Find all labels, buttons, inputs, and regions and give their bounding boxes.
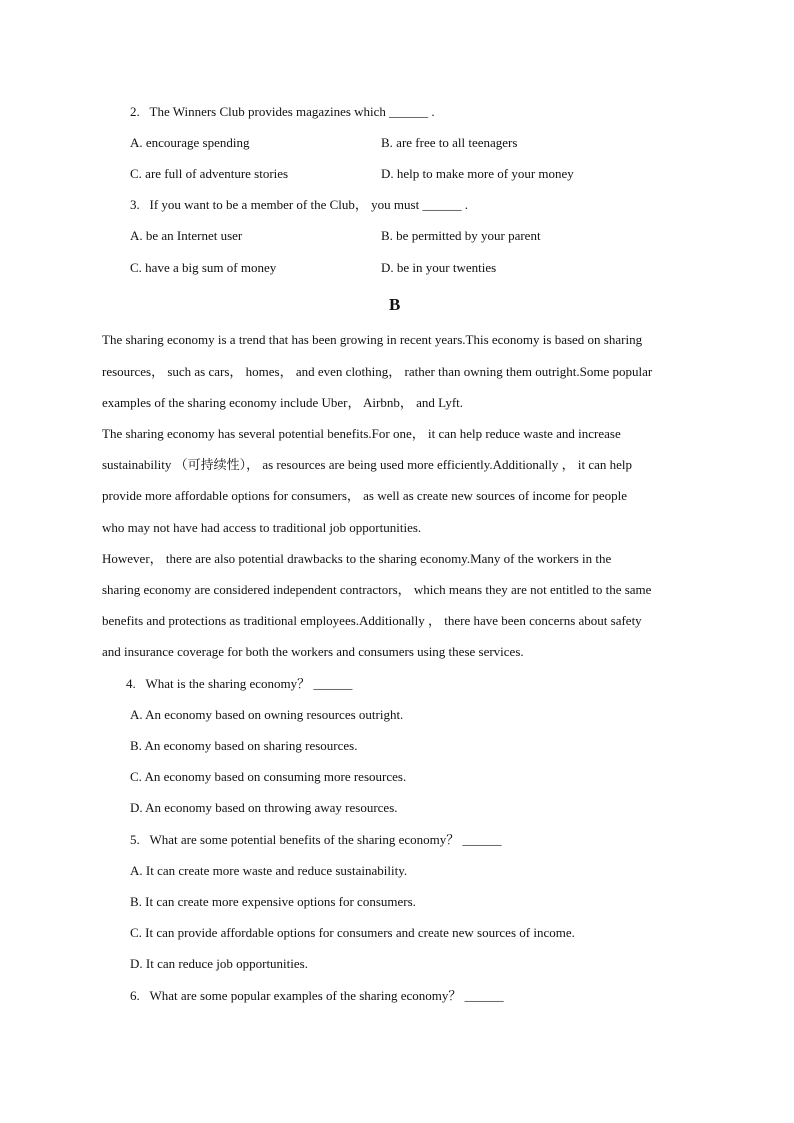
question-3-option-b: B. be permitted by your parent xyxy=(381,228,541,243)
question-4-stem: 4. What is the sharing economy？ ______ xyxy=(126,676,353,691)
passage-line: and insurance coverage for both the workers and consumers using these services. xyxy=(102,644,524,659)
passage-line: However， there are also potential drawbacks to the sharing economy.Many of the workers in the xyxy=(102,551,612,566)
passage-line: sharing economy are considered independent contractors， which means they are not entitled to the same xyxy=(102,582,652,597)
question-2-option-a: A. encourage spending xyxy=(130,135,250,150)
question-5-option-b: B. It can create more expensive options for consumers. xyxy=(130,894,416,909)
section-title: B xyxy=(389,295,401,314)
passage-line: provide more affordable options for consumers， as well as create new sources of income for people xyxy=(102,488,627,503)
passage-line: who may not have had access to traditional job opportunities. xyxy=(102,520,422,535)
question-3-option-a: A. be an Internet user xyxy=(130,228,243,243)
question-2-option-b: B. are free to all teenagers xyxy=(381,135,518,150)
question-5-option-c: C. It can provide affordable options for consumers and create new sources of income. xyxy=(130,925,575,940)
question-5-option-d: D. It can reduce job opportunities. xyxy=(130,956,308,971)
passage-line: The sharing economy is a trend that has been growing in recent years.This economy is based on sharing xyxy=(102,332,643,347)
question-6-stem: 6. What are some popular examples of the sharing economy？ ______ xyxy=(130,988,504,1003)
passage-line: The sharing economy has several potential benefits.For one， it can help reduce waste and increase xyxy=(102,426,621,441)
question-2-stem: 2. The Winners Club provides magazines which ______ . xyxy=(130,104,435,119)
question-5-stem: 5. What are some potential benefits of the sharing economy？ ______ xyxy=(130,832,502,847)
question-2-option-c: C. are full of adventure stories xyxy=(130,166,289,181)
question-3-option-d: D. be in your twenties xyxy=(381,260,497,275)
question-2-option-d: D. help to make more of your money xyxy=(381,166,574,181)
question-3-option-c: C. have a big sum of money xyxy=(130,260,277,275)
passage-line: examples of the sharing economy include Uber， Airbnb， and Lyft. xyxy=(102,395,464,410)
passage-line: benefits and protections as traditional employees.Additionally ， there have been concerns about safety xyxy=(102,613,642,628)
question-4-option-c: C. An economy based on consuming more resources. xyxy=(130,769,407,784)
question-4-option-b: B. An economy based on sharing resources. xyxy=(130,738,358,753)
question-5-option-a: A. It can create more waste and reduce sustainability. xyxy=(130,863,408,878)
passage-line: resources， such as cars， homes， and even clothing， rather than owning them outright.Some popular xyxy=(102,364,653,379)
question-4-option-d: D. An economy based on throwing away resources. xyxy=(130,800,398,815)
question-3-stem: 3. If you want to be a member of the Club， you must ______ . xyxy=(130,197,468,212)
question-4-option-a: A. An economy based on owning resources outright. xyxy=(130,707,404,722)
passage-line: sustainability （可持续性）， as resources are being used more efficiently.Additionally ， it can help xyxy=(102,457,632,472)
